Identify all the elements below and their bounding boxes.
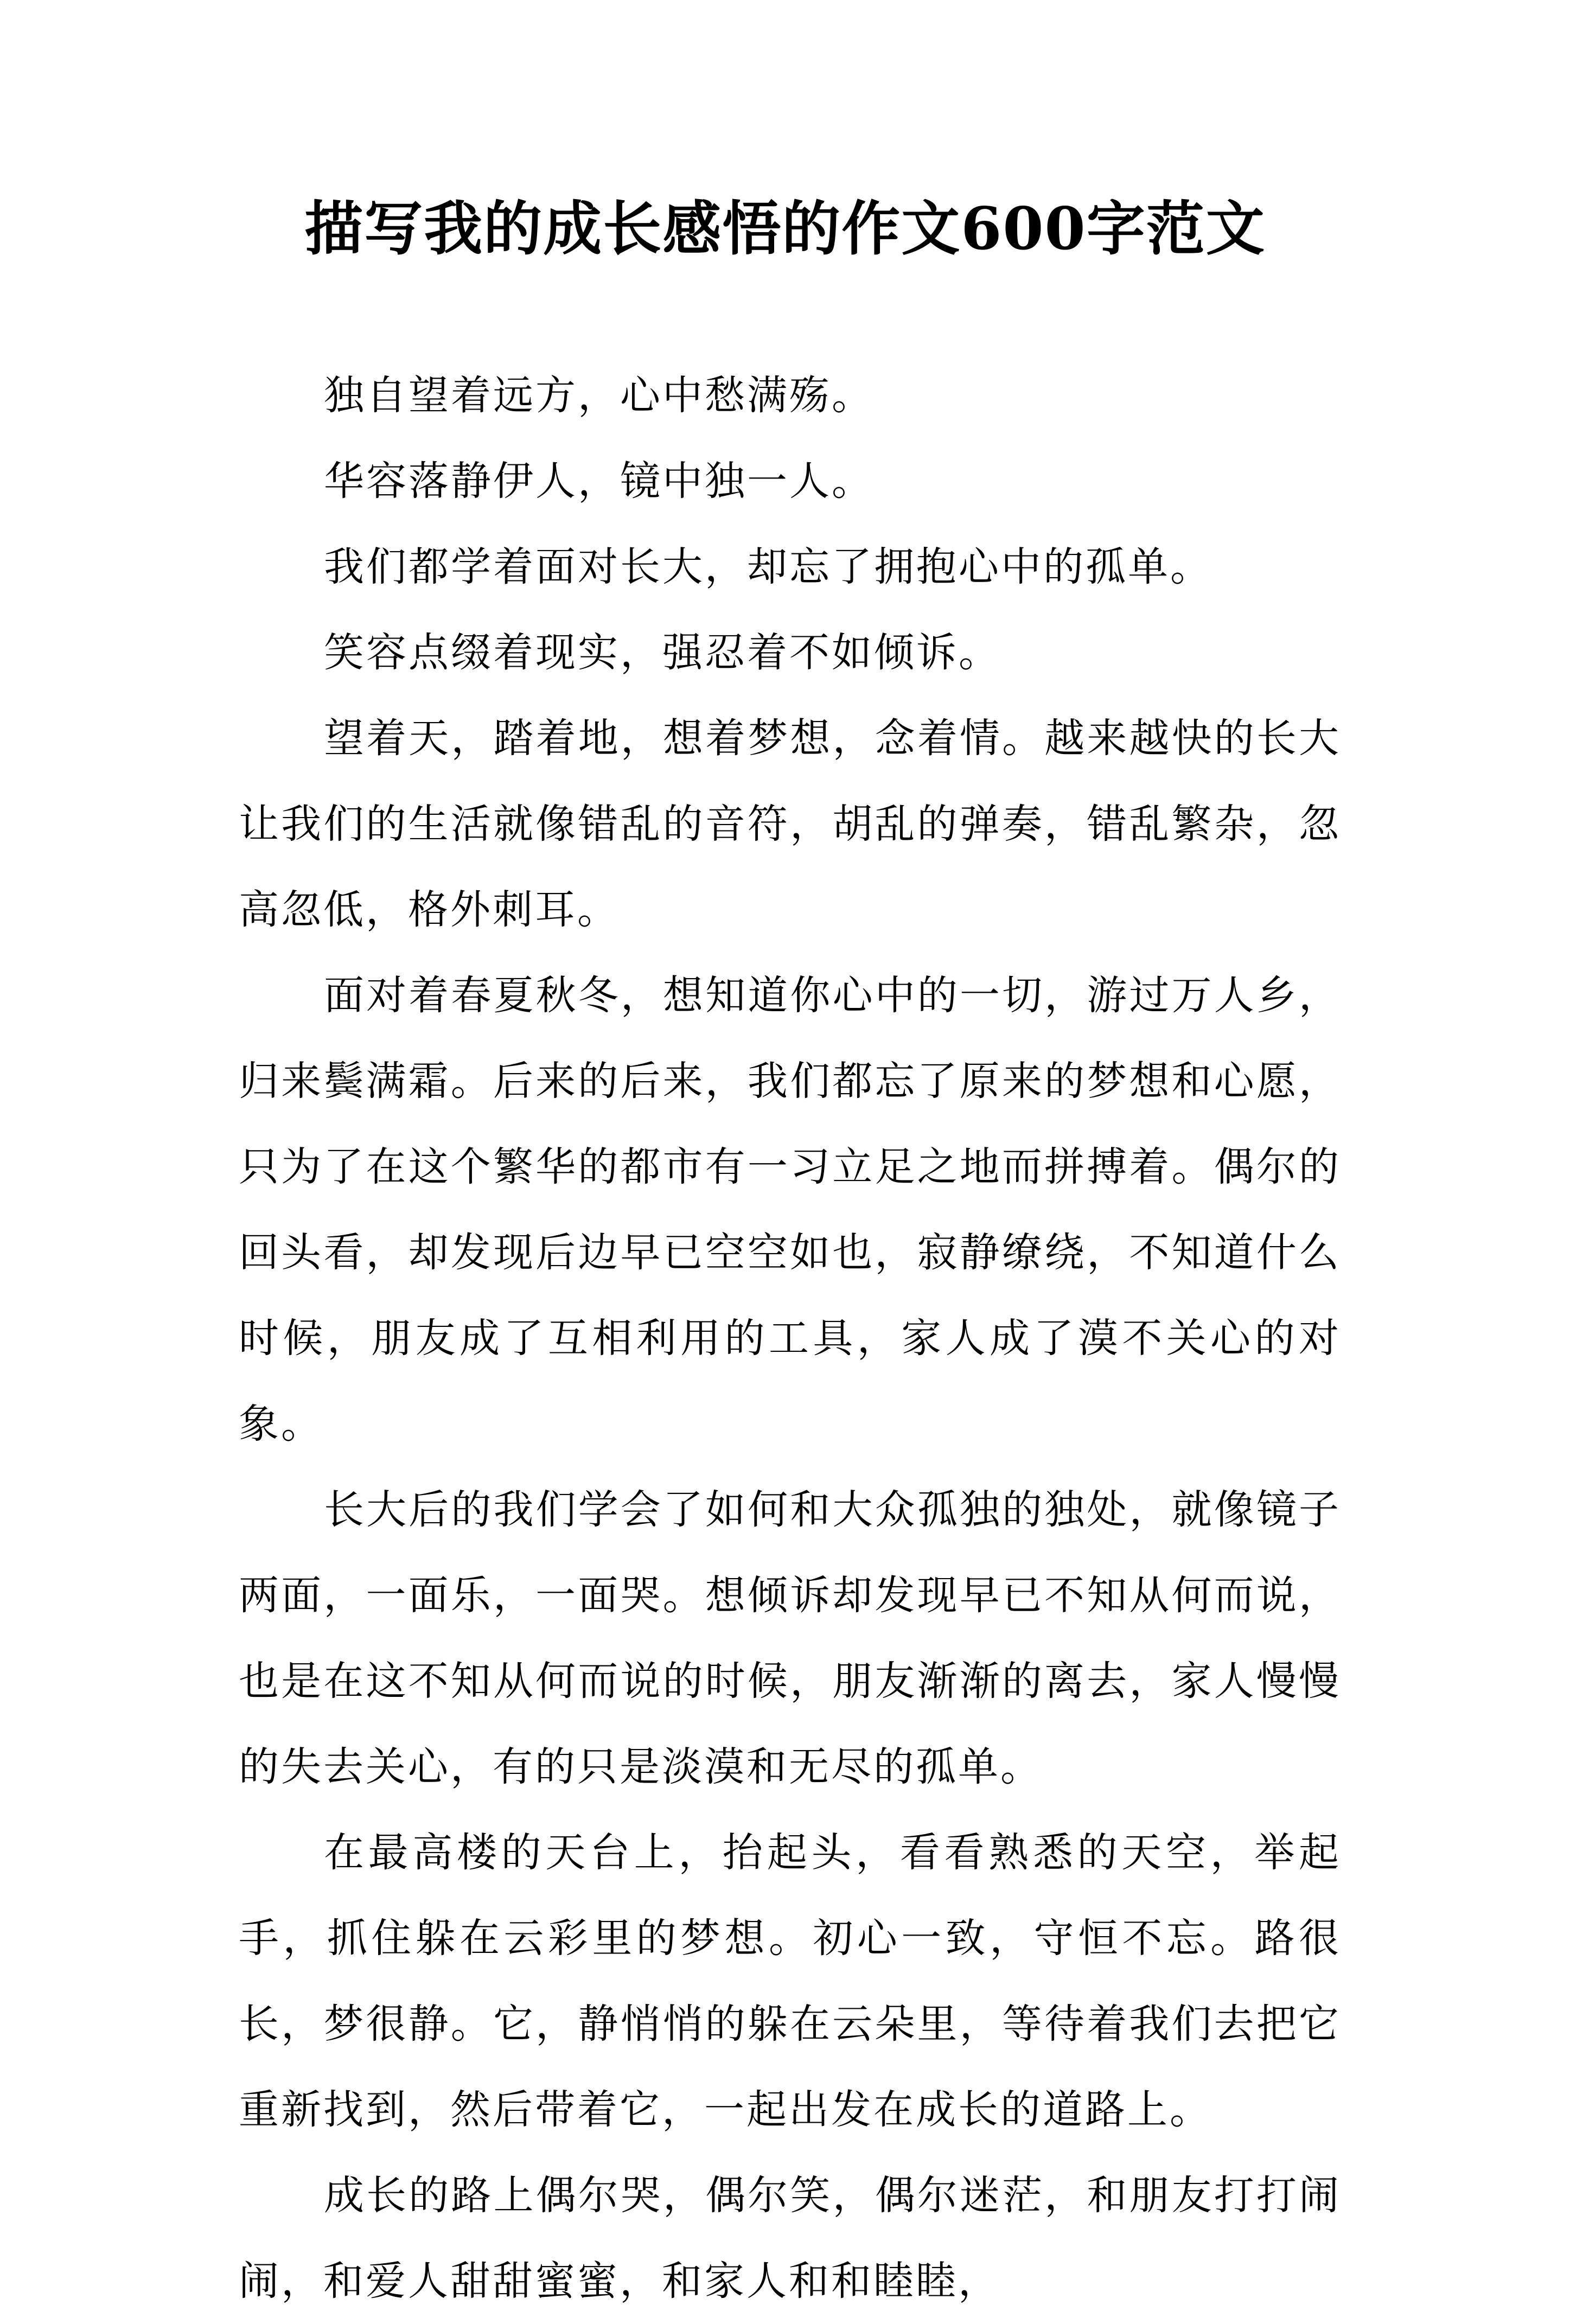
paragraph-8: 在最高楼的天台上，抬起头，看看熟悉的天空，举起手，抓住躲在云彩里的梦想。初心一致，守恒不忘。路很长，梦很静。它，静悄悄的躲在云朵里，等待着我们去把它重新找到，然后带着它，一起出发在成长的道路上。 bbox=[239, 1829, 1341, 2133]
paragraph-5: 望着天，踏着地，想着梦想，念着情。越来越快的长大让我们的生活就像错乱的音符，胡乱的弹奏，错乱繁杂，忽高忽低，格外刺耳。 bbox=[239, 715, 1341, 933]
paragraph-6: 面对着春夏秋冬，想知道你心中的一切，游过万人乡，归来鬓满霜。后来的后来，我们都忘了原来的梦想和心愿，只为了在这个繁华的都市有一习立足之地而拼搏着。偶尔的回头看，却发现后边早已空空如也，寂静缭绕，不知道什么时候，朋友成了互相利用的工具，家人成了漠不关心的对象。 bbox=[239, 972, 1341, 1447]
paragraph-1: 独自望着远方，心中愁满殇。 bbox=[324, 372, 874, 419]
paragraph-9: 成长的路上偶尔哭，偶尔笑，偶尔迷茫，和朋友打打闹闹，和爱人甜甜蜜蜜，和家人和和睦睦， bbox=[239, 2172, 1341, 2304]
paragraph-2: 华容落静伊人，镜中独一人。 bbox=[324, 458, 874, 505]
document-body bbox=[239, 353, 1341, 2324]
paragraph-7: 长大后的我们学会了如何和大众孤独的独处，就像镜子两面，一面乐，一面哭。想倾诉却发现早已不知从何而说，也是在这不知从何而说的时候，朋友渐渐的离去，家人慢慢的失去关心，有的只是淡漠和无尽的孤单。 bbox=[239, 1486, 1341, 1790]
paragraph-3: 我们都学着面对长大，却忘了拥抱心中的孤单。 bbox=[324, 544, 1212, 590]
document-title: 描写我的成长感悟的作文600字范文 bbox=[304, 195, 1266, 263]
paragraph-4: 笑容点缀着现实，强忍着不如倾诉。 bbox=[324, 629, 1001, 676]
